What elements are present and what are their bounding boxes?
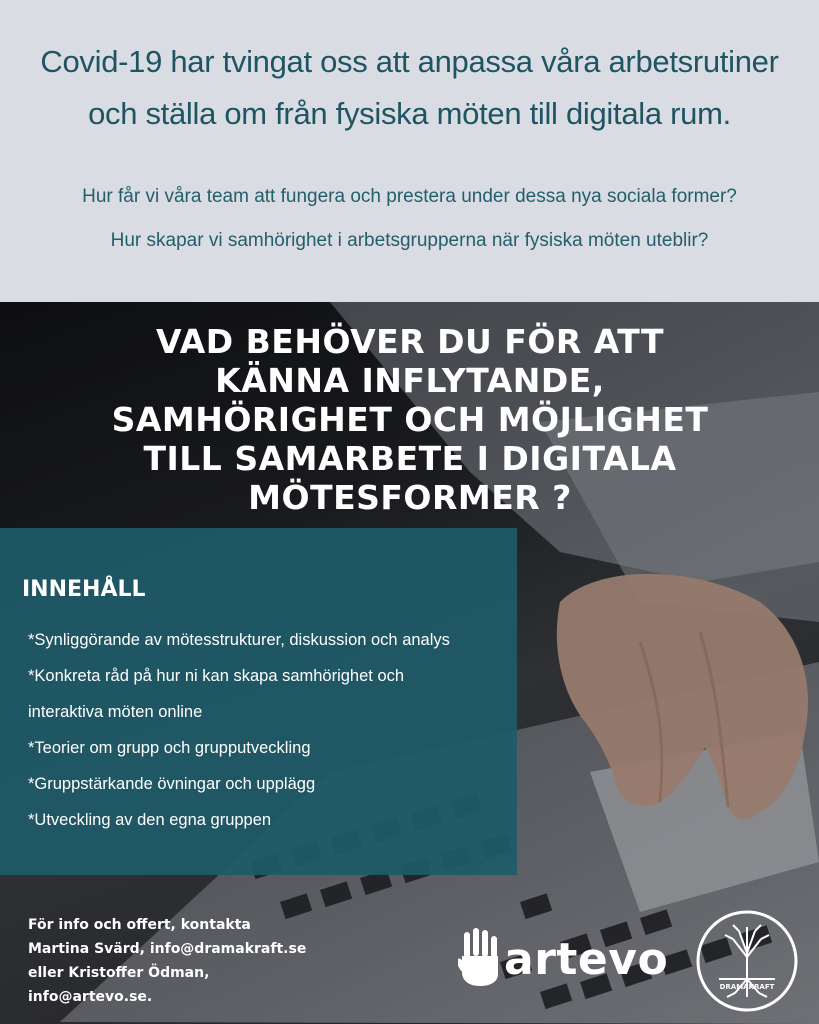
list-item: *Konkreta råd på hur ni kan skapa samhörighet och	[28, 667, 405, 685]
question-1: Hur får vi våra team att fungera och prestera under dessa nya sociala former?	[82, 186, 737, 207]
artevo-wordmark: artevo	[504, 934, 669, 985]
contact-info	[28, 913, 368, 1009]
list-item: *Utveckling av den egna gruppen	[28, 811, 272, 829]
list-item: *Gruppstärkande övningar och upplägg	[28, 775, 316, 793]
content-title: INNEHÅLL	[22, 577, 146, 602]
hero-line-4: TILL SAMARBETE I DIGITALA	[143, 439, 677, 478]
seal-text: DRAMAKRAFT	[719, 983, 775, 991]
list-item: *Teorier om grupp och grupputveckling	[28, 739, 311, 757]
hero-line-3: SAMHÖRIGHET OCH MÖJLIGHET	[111, 400, 709, 439]
hand-print-icon	[458, 928, 502, 988]
contact-line-1: För info och offert, kontakta	[28, 917, 251, 933]
contact-line-4: info@artevo.se.	[28, 989, 153, 1005]
hero-line-2: KÄNNA INFLYTANDE,	[215, 361, 605, 400]
hero-line-5: MÖTESFORMER ?	[248, 478, 572, 517]
artevo-logo	[458, 928, 668, 988]
tree-seal-icon	[695, 909, 799, 1013]
headline-line-1: Covid-19 har tvingat oss att anpassa våra arbetsrutiner	[40, 44, 779, 79]
headline-line-2: och ställa om från fysiska möten till digitala rum.	[88, 96, 731, 131]
dramakraft-logo	[695, 909, 799, 1018]
hero-line-1: VAD BEHÖVER DU FÖR ATT	[155, 322, 665, 361]
contact-line-2: Martina Svärd, info@dramakraft.se	[28, 941, 307, 957]
contact-line-3: eller Kristoffer Ödman,	[28, 965, 210, 981]
hero-question	[60, 322, 760, 517]
content-list	[28, 622, 508, 838]
headline	[20, 36, 799, 140]
list-item: interaktiva möten online	[28, 703, 203, 721]
list-item: *Synliggörande av mötesstrukturer, diskussion och analys	[28, 631, 450, 649]
question-2: Hur skapar vi samhörighet i arbetsgrupperna när fysiska möten uteblir?	[110, 230, 709, 251]
intro-section	[0, 0, 819, 302]
